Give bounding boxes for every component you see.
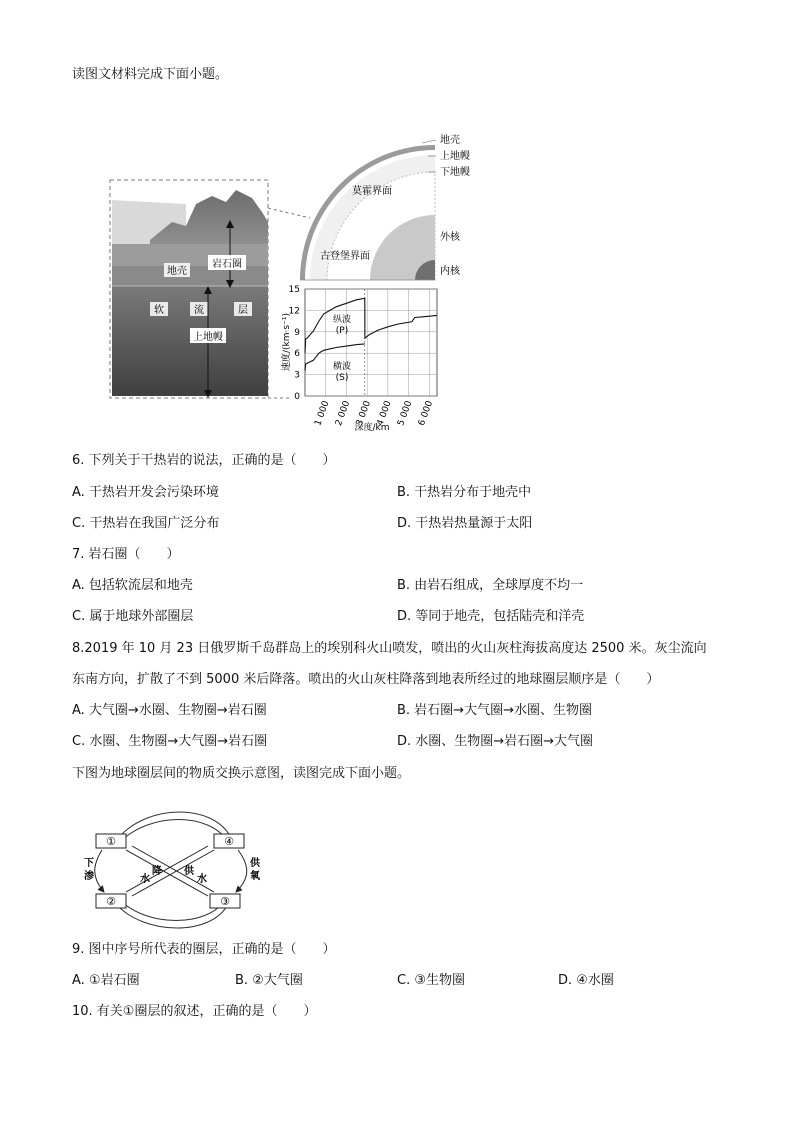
q10-stem: 10. 有关①圈层的叙述，正确的是（ ） (72, 1004, 317, 1019)
label-supply-1: 供 (184, 866, 194, 877)
x-tick-label: 2 000 (334, 399, 353, 428)
q6-option-b[interactable]: B. 干热岩分布于地壳中 (397, 485, 532, 500)
label-crust-block: 地壳 (167, 266, 187, 277)
intro2-text: 下图为地球圈层间的物质交换示意图，读图完成下面小题。 (72, 766, 411, 781)
y-tick-label: 15 (288, 285, 300, 295)
label-inner-core: 内核 (440, 266, 460, 277)
s-wave-label: 横波 (332, 362, 352, 372)
x-tick-label: 3 000 (354, 399, 373, 428)
q9-option-c[interactable]: C. ③生物圈 (397, 973, 465, 988)
q7-option-b[interactable]: B. 由岩石组成，全球厚度不均一 (397, 578, 584, 593)
label-supply-2: 水 (197, 874, 207, 885)
label-asth-1: 软 (154, 305, 164, 316)
label-infiltration-2: 渗 (84, 871, 94, 882)
q8-stem-line2: 东南方向，扩散了不到 5000 米后降落。喷出的火山灰柱降落到地表所经过的地球圈层顺序是（ ） (72, 672, 660, 687)
y-tick-label: 9 (294, 327, 300, 338)
label-outer-core: 外核 (440, 232, 460, 243)
label-upper-mantle-layer: 上地幔 (440, 151, 470, 162)
label-asth-3: 层 (238, 305, 248, 316)
intro-text: 读图文材料完成下面小题。 (72, 67, 229, 82)
label-crust-layer: 地壳 (440, 135, 460, 146)
q7-stem: 7. 岩石圈（ ） (72, 547, 180, 562)
q9-option-d[interactable]: D. ④水圈 (558, 973, 614, 988)
q7-option-a[interactable]: A. 包括软流层和地壳 (72, 578, 193, 593)
q6-stem: 6. 下列关于干热岩的说法，正确的是（ ） (72, 453, 336, 468)
label-moho: 莫霍界面 (352, 186, 392, 197)
q6-option-a[interactable]: A. 干热岩开发会污染环境 (72, 485, 219, 500)
svg-text:②: ② (106, 895, 116, 908)
label-upper-mantle-block: 上地幔 (193, 332, 223, 343)
chart-ylabel: 速度/(km·s⁻¹) (282, 313, 292, 371)
q9-option-a[interactable]: A. ①岩石圈 (72, 973, 140, 988)
q9-stem: 9. 图中序号所代表的圈层，正确的是（ ） (72, 942, 336, 957)
q8-option-d[interactable]: D. 水圈、生物圈→岩石圈→大气圈 (397, 734, 594, 749)
chart-xlabel: 深度/km (354, 423, 390, 433)
label-oxygen-1: 供 (250, 858, 260, 869)
q6-option-d[interactable]: D. 干热岩热量源于太阳 (397, 516, 533, 531)
label-lower-mantle-layer: 下地幔 (440, 167, 470, 178)
q8-option-c[interactable]: C. 水圈、生物圈→大气圈→岩石圈 (72, 734, 268, 749)
y-tick-label: 12 (288, 306, 300, 317)
label-rain-2: 降 (152, 866, 162, 877)
q7-option-c[interactable]: C. 属于地球外部圈层 (72, 609, 194, 624)
label-infiltration-1: 下 (84, 858, 94, 869)
x-tick-label: 5 000 (396, 399, 415, 428)
p-wave-label-sub: (P) (335, 326, 349, 336)
q8-option-b[interactable]: B. 岩石圈→大气圈→水圈、生物圈 (397, 703, 592, 718)
q8-stem-line1: 8.2019 年 10 月 23 日俄罗斯千岛群岛上的埃别科火山喷发，喷出的火山灰柱海拔高度达 2500 米。灰尘流向 (72, 641, 707, 656)
x-tick-label: 1 000 (313, 399, 332, 428)
p-wave-label: 纵波 (332, 315, 352, 325)
y-tick-label: 3 (294, 370, 300, 381)
x-tick-label: 6 000 (416, 399, 436, 428)
label-lithosphere: 岩石圈 (212, 259, 242, 270)
y-tick-label: 6 (294, 349, 300, 360)
y-tick-label: 0 (294, 392, 300, 402)
seismic-wave-chart (280, 285, 437, 427)
q9-option-b[interactable]: B. ②大气圈 (235, 973, 303, 988)
chart-plot-area (305, 289, 437, 396)
s-wave-label-sub: (S) (335, 373, 349, 383)
q6-option-c[interactable]: C. 干热岩在我国广泛分布 (72, 516, 220, 531)
box-4 (214, 834, 244, 848)
svg-text:③: ③ (220, 895, 230, 908)
box-1 (96, 834, 126, 848)
box-3 (210, 894, 240, 908)
q8-option-a[interactable]: A. 大气圈→水圈、生物圈→岩石圈 (72, 703, 267, 718)
svg-text:①: ① (106, 835, 116, 848)
label-rain-1: 水 (140, 874, 150, 885)
label-gutenberg: 古登堡界面 (320, 251, 370, 262)
x-tick-label: 4 000 (375, 399, 394, 428)
label-oxygen-2: 氧 (250, 871, 260, 882)
q7-option-d[interactable]: D. 等同于地壳，包括陆壳和洋壳 (397, 609, 585, 624)
label-asth-2: 流 (194, 305, 204, 316)
sphere-exchange-diagram (0, 800, 794, 940)
box-2 (96, 894, 126, 908)
svg-text:④: ④ (224, 835, 234, 848)
